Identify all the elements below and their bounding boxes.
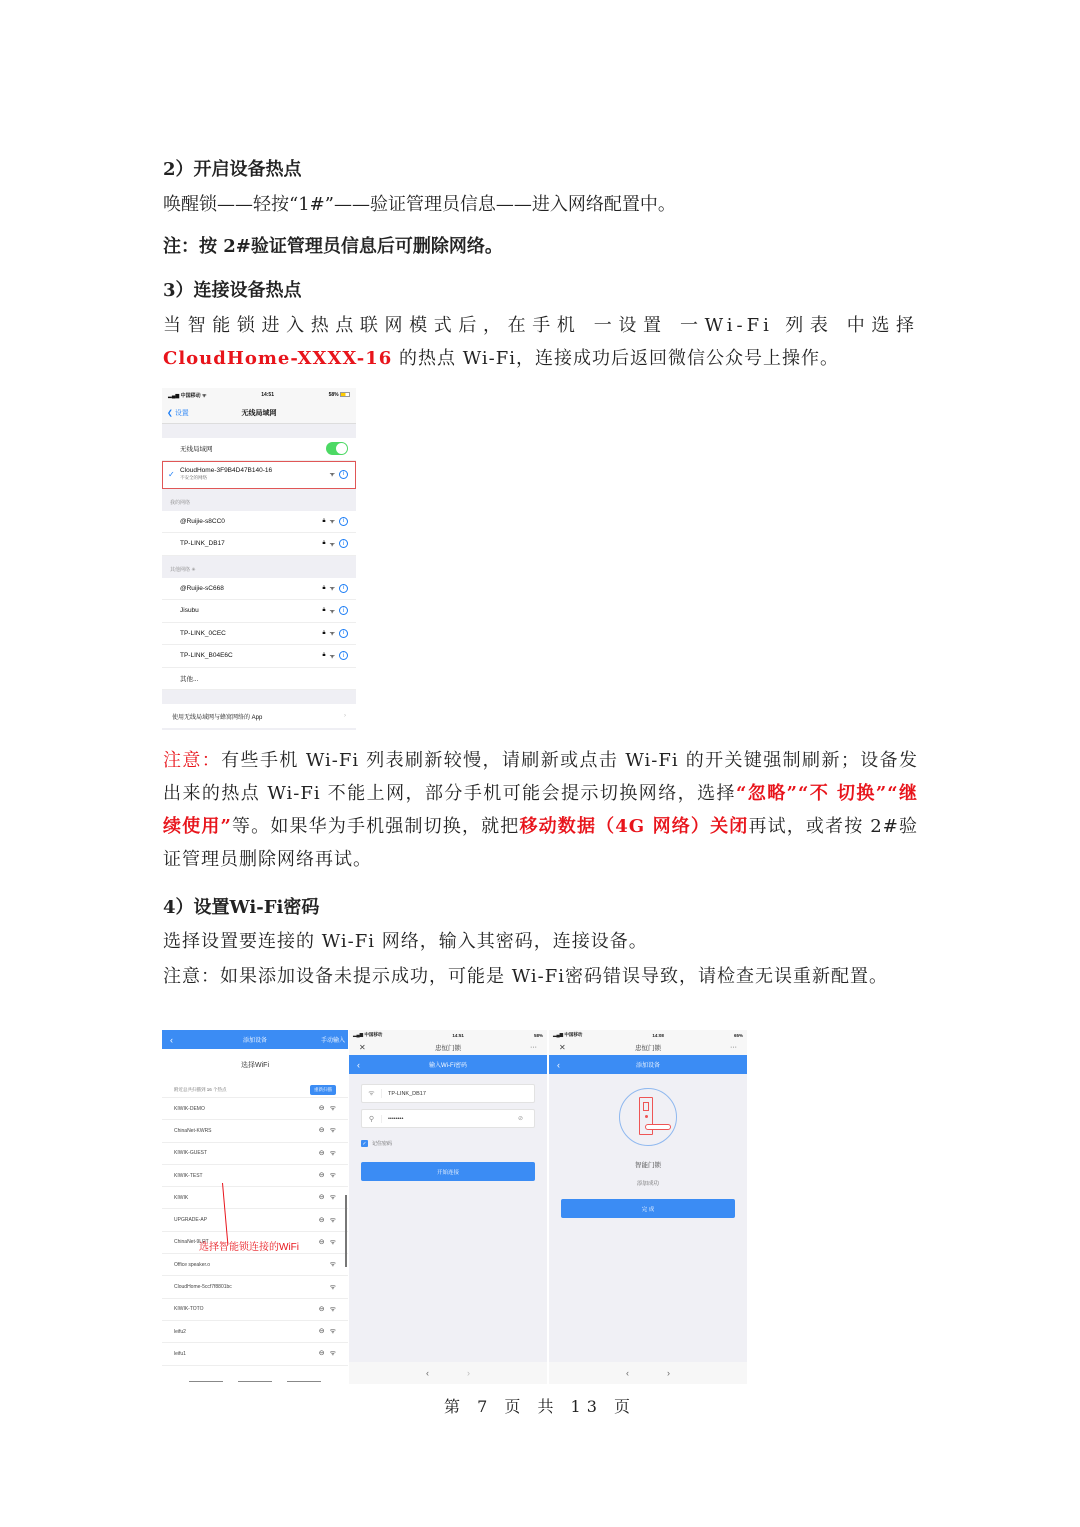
network-row[interactable]: TP-LINK_DB17 🔒︎ ᯤ i [162, 533, 356, 556]
key-icon: ⚲ [362, 1115, 382, 1123]
select-wifi-title: 选择WiFi [241, 1062, 269, 1069]
section4-heading: 4）设置Wi-Fi密码 [163, 897, 320, 918]
info-icon[interactable]: i [339, 606, 348, 615]
section4-line2: 注意：如果添加设备未提示成功，可能是 Wi-Fi密码错误导致，请检查无误重新配置。 [163, 966, 888, 987]
wifi-icon: ᯤ [329, 1283, 336, 1291]
section2-steps: 唤醒锁——轻按“1#”——验证管理员信息——进入网络配置中。 [163, 194, 676, 215]
wifi-icon: ᯤ [329, 1127, 336, 1135]
rescan-button[interactable]: 重新扫描 [310, 1085, 336, 1095]
wifi-icon: ᯤ [329, 472, 335, 478]
wifi-row[interactable]: ChinaNet-KWRS ⊖ ᯤ [162, 1120, 348, 1142]
checkmark-icon: ✓ [168, 469, 175, 479]
close-icon[interactable]: ✕ [559, 1043, 566, 1052]
wifi-icon: ᯤ [329, 1105, 336, 1113]
wifi-row[interactable]: UPGRADE-AP ⊖ ᯤ [162, 1209, 348, 1231]
scan-count: 附近总共扫描到 16 个热点 重新扫描 [162, 1082, 348, 1098]
chevron-right-icon: › [344, 713, 346, 719]
back-chevron-icon[interactable]: ‹ [557, 1059, 560, 1070]
wifi-row[interactable]: Office speaker.o ᯤ [162, 1254, 348, 1276]
status-bar: ▂▄▆ 中国移动 14:51 58% [349, 1030, 547, 1040]
wifi-icon: ᯤ [200, 392, 207, 399]
network-row[interactable]: TP-LINK_0CEC 🔒︎ ᯤ i [162, 623, 356, 646]
wlan-toggle-row: 无线局域网 [162, 438, 356, 461]
hide-password-icon[interactable]: ⊘ [518, 1116, 524, 1122]
lock-icon: ⊖ [318, 1238, 325, 1246]
remember-password[interactable]: ✓ 记住密码 [362, 1140, 393, 1147]
signal-icon: ▂▄▆ [168, 392, 181, 399]
select-wifi-screenshot [162, 1030, 348, 1384]
back-chevron-icon[interactable]: ‹ [357, 1059, 360, 1070]
lock-icon: 🔒︎ [322, 540, 326, 547]
back-button[interactable]: ❮ 设置 [167, 409, 189, 417]
wifi-icon: ᯤ [329, 1328, 336, 1336]
ios-wlan-screenshot [162, 388, 356, 730]
device-name: 智能门锁 [635, 1162, 661, 1169]
info-icon[interactable]: i [339, 517, 348, 526]
nav-title: 无线局域网 [241, 409, 277, 417]
wifi-icon: ᯤ [329, 541, 335, 548]
wifi-icon: ᯤ [329, 1194, 336, 1202]
wifi-icon: ᯤ [329, 1305, 336, 1313]
header-bar: ‹ 添加设备 手动输入 [162, 1030, 348, 1049]
info-icon[interactable]: i [339, 539, 348, 548]
section3-line1: 当智能锁进入热点联网模式后，在手机 一设置 一Wi-Fi 列表 中选择 [163, 315, 918, 336]
wifi-row[interactable]: leifu1 ⊖ ᯤ [162, 1343, 348, 1365]
browser-nav [349, 1362, 547, 1384]
page-number: 第 7 页 共 13 页 [444, 1397, 636, 1416]
wifi-icon: ᯤ [329, 608, 335, 615]
annotation-text: 选择智能锁连接的WiFi [199, 1242, 299, 1253]
forward-arrow-icon[interactable]: › [667, 1368, 670, 1378]
wifi-icon: ᯤ [329, 653, 335, 660]
header-bar: ‹ 输入Wi-Fi密码 [349, 1055, 547, 1074]
section2-note: 注：按 2#验证管理员信息后可删除网络。 [163, 236, 503, 257]
wifi-row[interactable]: KIWIK-GUEST ⊖ ᯤ [162, 1143, 348, 1165]
checkbox-checked-icon[interactable]: ✓ [362, 1140, 367, 1147]
signal-icon: ▂▄▆ [553, 1032, 565, 1037]
lock-icon: ⊖ [318, 1305, 325, 1313]
browser-nav [549, 1362, 747, 1384]
done-button[interactable]: 完 成 [561, 1199, 735, 1218]
wifi-icon: ᯤ [329, 1216, 336, 1224]
lock-icon: ⊖ [318, 1105, 325, 1113]
my-networks-label: 我的网络 [170, 499, 191, 506]
battery-icon [340, 392, 350, 397]
loading-spinner-icon: ✳ [191, 566, 196, 573]
add-success-screenshot [549, 1030, 747, 1384]
scrollbar[interactable] [345, 1195, 347, 1267]
nav-bar [162, 402, 356, 424]
chevron-left-icon: ❮ [167, 409, 175, 417]
network-row[interactable]: @Ruijie-sC668 🔒︎ ᯤ i [162, 578, 356, 601]
section3-heading: 3）连接设备热点 [163, 280, 302, 301]
apps-using-wlan-row[interactable]: 使用无线局域网与蜂窝网络的 App › [162, 704, 356, 728]
wifi-row[interactable]: KIWIK-DEMO ⊖ ᯤ [162, 1098, 348, 1120]
wifi-icon: ᯤ [362, 1089, 382, 1098]
wifi-row[interactable]: CloudHome-5ccf7f8801bc ᯤ [162, 1276, 348, 1298]
lock-icon: ⊖ [318, 1172, 325, 1180]
wechat-title-bar: ✕ 忠恒门锁 ··· [349, 1040, 547, 1055]
info-icon[interactable]: i [339, 470, 348, 479]
section3-line2: CloudHome-XXXX-16 的热点 Wi-Fi，连接成功后返回微信公众号上操作。 [163, 348, 839, 369]
network-row[interactable]: Jisubu 🔒︎ ᯤ i [162, 600, 356, 623]
other-networks-label: 其他网络 ✳ [170, 566, 196, 573]
section2-heading: 2）开启设备热点 [163, 159, 302, 180]
lock-icon: 🔒︎ [322, 517, 326, 524]
network-row[interactable]: @Ruijie-s8CC0 🔒︎ ᯤ i [162, 511, 356, 534]
lock-icon: ⊖ [318, 1127, 325, 1135]
section4-line1: 选择设置要连接的 Wi-Fi 网络，输入其密码，连接设备。 [163, 931, 648, 952]
wifi-icon: ᯤ [329, 1149, 336, 1157]
wifi-icon: ᯤ [329, 1238, 336, 1246]
lock-icon: ⊖ [318, 1149, 325, 1157]
back-chevron-icon[interactable]: ‹ [170, 1034, 173, 1045]
manual-input-button[interactable]: 手动输入 [320, 1038, 345, 1044]
wifi-row[interactable]: KIWIK-TEST ⊖ ᯤ [162, 1165, 348, 1187]
wifi-icon: ᯤ [329, 519, 335, 526]
wifi-icon: ᯤ [329, 1172, 336, 1180]
wifi-icon: ᯤ [329, 1350, 336, 1358]
wlan-toggle[interactable] [326, 442, 348, 455]
home-indicator [162, 1381, 348, 1382]
notice-label: 注意： [163, 750, 222, 771]
signal-icon: ▂▄▆ [353, 1032, 365, 1037]
start-connect-button[interactable]: 开始连接 [361, 1162, 535, 1181]
other-network-row[interactable]: 其他... [162, 668, 356, 691]
lock-icon: 🔒︎ [322, 584, 326, 591]
enter-password-screenshot [349, 1030, 547, 1384]
wifi-icon: ᯤ [329, 1261, 336, 1269]
info-icon[interactable]: i [339, 629, 348, 638]
password-field[interactable]: ⚲ •••••••• ⊘ [361, 1109, 535, 1128]
info-icon[interactable]: i [339, 584, 348, 593]
network-row[interactable]: TP-LINK_B04E6C 🔒︎ ᯤ i [162, 645, 356, 668]
close-icon[interactable]: ✕ [359, 1043, 366, 1052]
info-icon[interactable]: i [339, 651, 348, 660]
door-lock-icon [619, 1088, 677, 1146]
back-arrow-icon[interactable]: ‹ [426, 1368, 429, 1378]
connected-network-row[interactable]: ✓ CloudHome-3F9B4D47B140-16 不安全的网络 ᯤ i [162, 461, 356, 489]
back-arrow-icon[interactable]: ‹ [626, 1368, 629, 1378]
forward-arrow-icon[interactable]: › [467, 1368, 470, 1378]
lock-icon: 🔒︎ [322, 629, 326, 636]
status-bar: ▂▄▆ 中国移动 14:08 65% [549, 1030, 747, 1040]
add-status: 添加成功 [636, 1181, 659, 1187]
lock-icon: ⊖ [318, 1328, 325, 1336]
wechat-title-bar: ✕ 忠恒门锁 ··· [549, 1040, 747, 1055]
status-bar: ▂▄▆ 中国移动 ᯤ 14:51 58% [162, 388, 356, 402]
ssid-field[interactable]: ᯤ TP-LINK_DB17 [361, 1084, 535, 1103]
lock-icon: ⊖ [318, 1350, 325, 1358]
wifi-icon: ᯤ [329, 631, 335, 638]
ssid-highlight: CloudHome-XXXX-16 [163, 348, 393, 369]
notice-paragraph: 注意：有些手机 Wi-Fi 列表刷新较慢，请刷新或点击 Wi-Fi 的开关键强制刷新；设备发出来的热点 Wi-Fi 不能上网，部分手机可能会提示切换网络，选择“忽略”“不 切换”“继续使用”等。如果华为手机强制切换，就把移动数据（4G 网络）关闭再试，或者按 2#验证管理员删除网络再试。 [163, 750, 918, 870]
more-icon[interactable]: ··· [530, 1044, 537, 1051]
header-bar: ‹ 添加设备 [549, 1055, 747, 1074]
lock-icon: 🔒︎ [322, 652, 326, 659]
wifi-icon: ᯤ [329, 586, 335, 593]
wifi-row[interactable]: KIWIK-TOTO ⊖ ᯤ [162, 1299, 348, 1321]
lock-icon: ⊖ [318, 1216, 325, 1224]
wifi-row[interactable]: leifu2 ⊖ ᯤ [162, 1321, 348, 1343]
more-icon[interactable]: ··· [730, 1044, 737, 1051]
wifi-row[interactable]: ChinaNet-9LRT ⊖ ᯤ [162, 1232, 348, 1254]
lock-icon: 🔒︎ [322, 607, 326, 614]
wifi-row[interactable]: KIWIK ⊖ ᯤ [162, 1187, 348, 1209]
lock-icon: ⊖ [318, 1194, 325, 1202]
